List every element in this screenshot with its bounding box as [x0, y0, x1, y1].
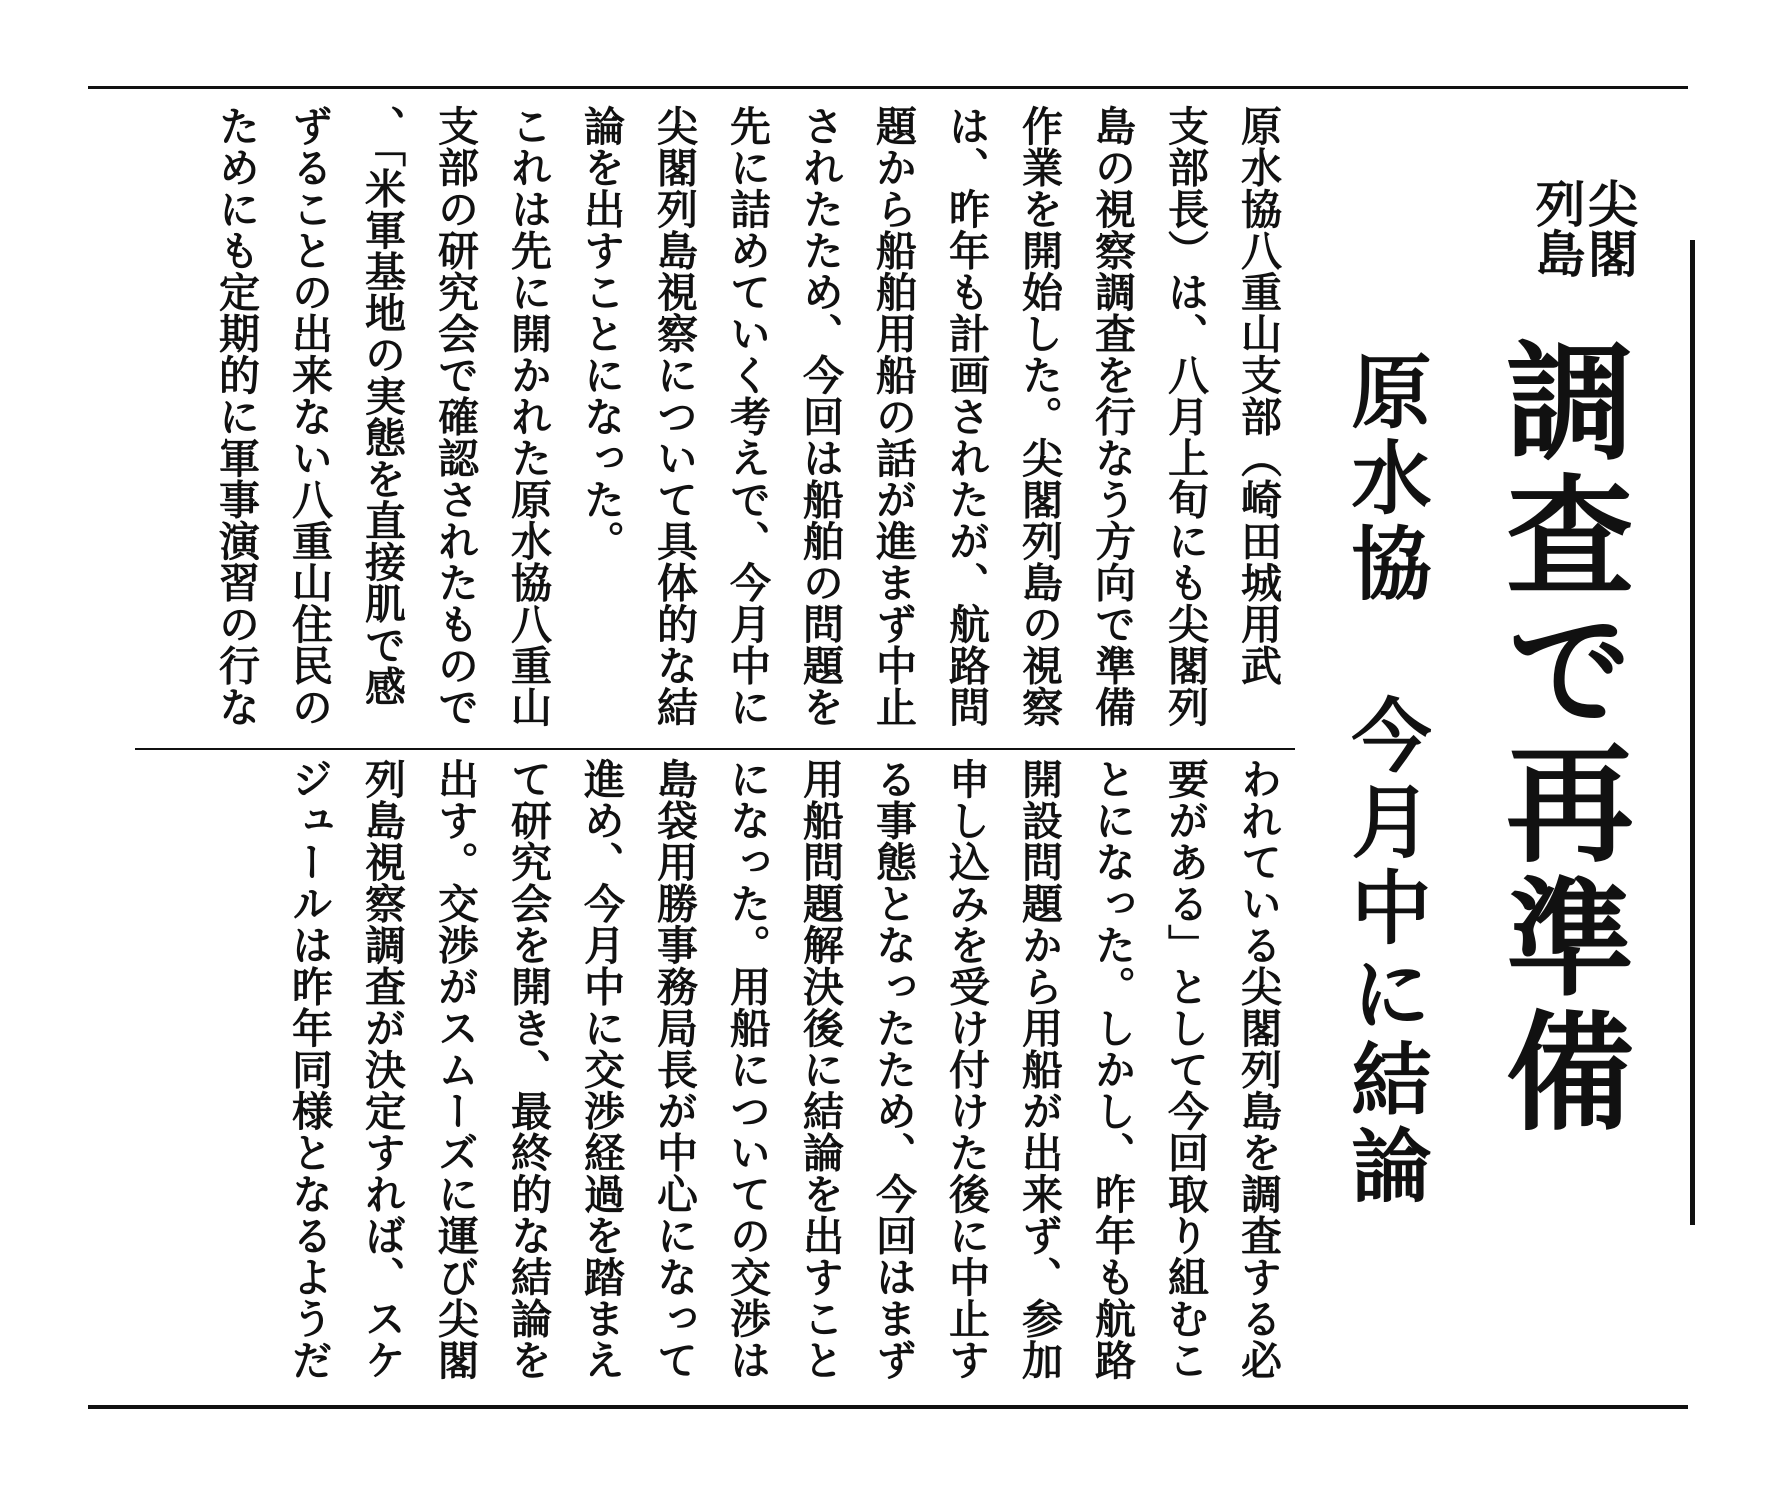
- body-column: 出す。交渉がスムーズに運び尖閣: [431, 758, 479, 1381]
- body-column: これは先に開かれた原水協八重山: [504, 105, 552, 728]
- body-column: されたため、今回は船舶の問題を: [796, 105, 844, 728]
- kicker-line: 列島: [1527, 178, 1587, 278]
- headline-border-rule: [1690, 240, 1695, 1225]
- subheadline: 原水協 今月中に結論: [1338, 350, 1432, 1210]
- body-column: 先に詰めていく考えで、今月中に: [723, 105, 771, 728]
- headline: 調査で再準備: [1484, 335, 1634, 1139]
- body-column: になった。用船についての交渉は: [723, 758, 771, 1381]
- body-column: われている尖閣列島を調査する必: [1234, 758, 1282, 1381]
- body-column: 島の視察調査を行なう方向で準備: [1088, 105, 1136, 728]
- kicker-line: 尖閣: [1580, 178, 1639, 278]
- body-column: 進め、今月中に交渉経過を踏まえ: [577, 758, 625, 1381]
- body-column: 島袋用勝事務局長が中心になって: [650, 758, 698, 1381]
- body-column: る事態となったため、今回はまず: [869, 758, 917, 1381]
- body-column: 支部の研究会で確認されたもので: [431, 105, 479, 728]
- bottom-rule: [88, 1405, 1688, 1409]
- body-column: 用船問題解決後に結論を出すこと: [796, 758, 844, 1381]
- body-column: は、昨年も計画されたが、航路問: [942, 105, 990, 728]
- body-column: 列島視察調査が決定すれば、スケ: [358, 758, 406, 1381]
- body-column: ずることの出来ない八重山住民の: [285, 105, 333, 728]
- top-rule: [88, 86, 1688, 89]
- body-column: 論を出すことになった。: [577, 105, 625, 562]
- body-column: 開設問題から用船が出来ず、参加: [1015, 758, 1063, 1381]
- tier-divider-rule: [135, 748, 1295, 750]
- body-column: 要がある」として今回取り組むこ: [1161, 758, 1209, 1381]
- body-column: 作業を開始した。尖閣列島の視察: [1015, 105, 1063, 728]
- body-column: 支部長）は、八月上旬にも尖閣列: [1161, 105, 1209, 728]
- body-column: 原水協八重山支部（崎田城用武: [1234, 105, 1282, 686]
- body-column: とになった。しかし、昨年も航路: [1088, 758, 1136, 1381]
- body-column: ためにも定期的に軍事演習の行な: [212, 105, 260, 728]
- body-column: 、「米軍基地の実態を直接肌で感: [358, 105, 406, 707]
- body-column: 尖閣列島視察について具体的な結: [650, 105, 698, 728]
- body-column: ジュールは昨年同様となるようだ: [285, 758, 333, 1381]
- body-column: 申し込みを受け付けた後に中止す: [942, 758, 990, 1381]
- headline-kicker: [1527, 178, 1639, 278]
- body-column: 題から船舶用船の話が進まず中止: [869, 105, 917, 728]
- body-column: て研究会を開き、最終的な結論を: [504, 758, 552, 1381]
